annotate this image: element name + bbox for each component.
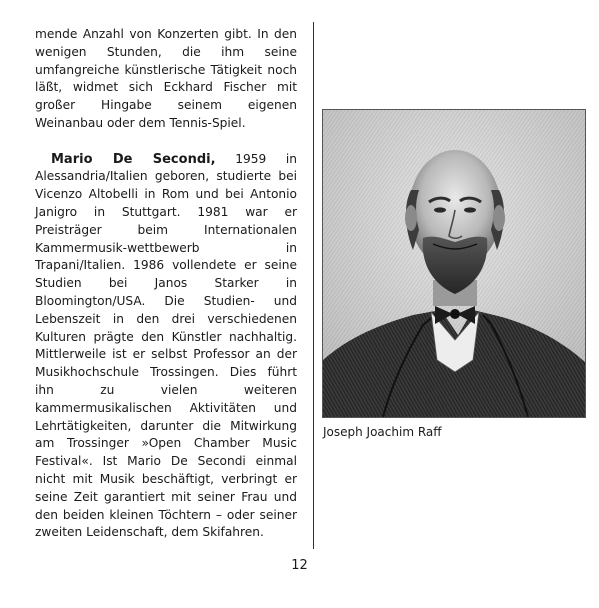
portrait-engraving [323,110,585,417]
paragraph-fischer: mende Anzahl von Konzerten gibt. In den wenigen Stunden, die ihm seine umfangreiche künstlerische Tätigkeit noch läßt, widmet sich Eckhard Fischer mit großer Hingabe seinem eigenen Weinanbau oder dem Tennis-Spiel. [35,27,297,130]
paragraph-de-secondi [35,151,297,543]
page-number: 12 [291,558,308,573]
column-divider [313,22,314,549]
bio-name: Mario De Secondi, [51,151,216,167]
left-text-column [35,26,297,542]
bio-text: 1959 in Alessandria/Italien geboren, studierte bei Vicenzo Altobelli in Rom und bei Antonio Janigro in Stuttgart. 1981 war er Preisträger beim Internationalen Kammermusik-wettbewerb in Trapani/Italien. 1986 vollendete er seine Studien bei Janos Starker in Bloomington/USA. Die Studien- und Lebenszeit in den drei verschiedenen Kulturen prägte den Künstler nachhaltig. Mittlerweile ist er selbst Professor an der Musikhochschule Trossingen. Dies führt ihn zu vielen weiteren kammermusikalischen Aktivitäten und Lehrtätigkeiten, darunter die Mitwirkung am Trossinger »Open Chamber Music Festival«. Ist Mario De Secondi einmal nicht mit Musik beschäftigt, verbringt er seine Zeit garantiert mit seiner Frau und den beiden kleinen Töchtern – oder seiner zweiten Leidenschaft, dem Skifahren. [35,151,297,540]
portrait-image [322,109,586,418]
figure-caption: Joseph Joachim Raff [323,425,442,439]
